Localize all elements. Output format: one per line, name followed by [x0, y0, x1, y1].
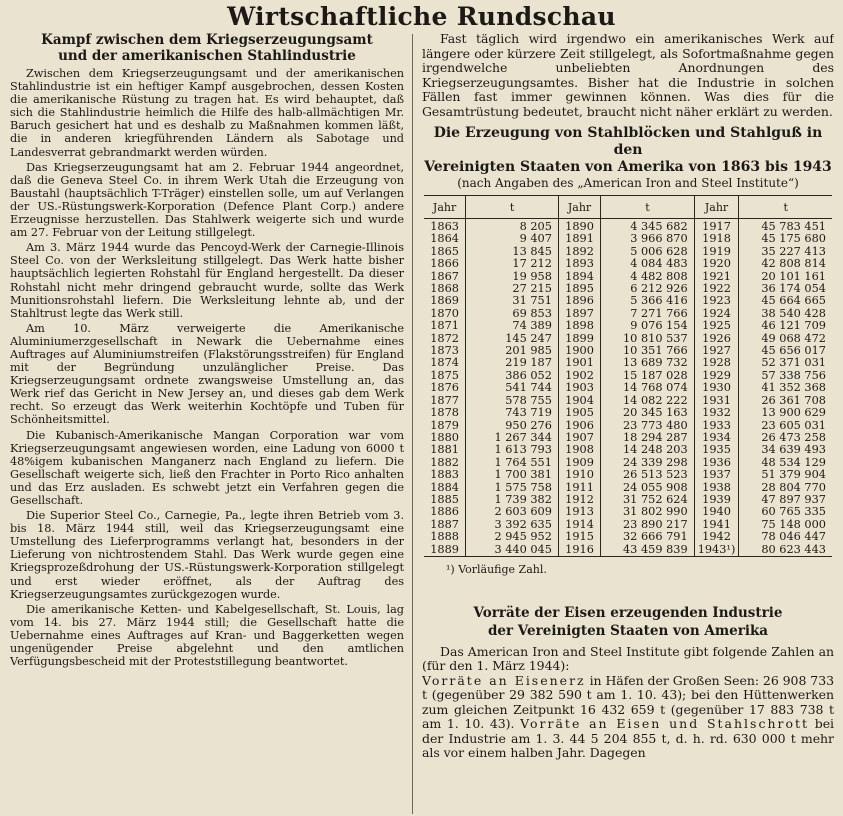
article-paragraph: Am 3. März 1944 wurde das Pencoyd-Werk der Carnegie-Illinois Steel Co. von der Werksleitung stillgelegt. Das Werk hatte bisher hauptsächlich legierten Rohstahl für England hergestellt. Da dieser Rohstahl nicht mehr dringend gebraucht wurde, sollte das Werk Munitionsrohstahl liefern. Die Werksleitung lehnte ab, und der Stahltrust legte das Werk still.	[10, 241, 404, 320]
year-cell: 1923	[694, 295, 739, 307]
tonnage-cell: 23 605 031	[739, 420, 832, 432]
tonnage-cell: 13 689 732	[601, 357, 695, 369]
col-value-header: t	[739, 196, 832, 219]
year-cell: 1870	[430, 306, 459, 320]
tonnage-cell: 219 187	[466, 357, 559, 369]
year-cell: 1921	[694, 271, 739, 283]
table-row	[424, 444, 832, 456]
tonnage-cell: 17 212	[466, 258, 559, 270]
table-row	[424, 357, 832, 369]
tonnage-cell: 8 205	[466, 219, 559, 234]
year-cell: 1892	[558, 246, 600, 258]
tonnage-cell: 80 623 443	[739, 544, 832, 557]
year-cell: 1880	[430, 430, 459, 444]
tonnage-cell: 13 845	[466, 246, 559, 258]
year-cell: 1887	[430, 517, 459, 531]
tonnage-cell: 1 700 381	[466, 469, 559, 481]
article-title-line1: Kampf zwischen dem Kriegserzeugungsamt	[41, 32, 373, 48]
year-cell: 1897	[558, 308, 600, 320]
year-cell: 1878	[430, 406, 459, 420]
tonnage-cell: 69 853	[466, 308, 559, 320]
tonnage-cell: 46 121 709	[739, 320, 832, 332]
table-row	[424, 295, 832, 307]
tonnage-cell: 18 294 287	[601, 432, 695, 444]
col-year-header: Jahr	[424, 196, 466, 219]
tonnage-cell: 9 407	[466, 233, 559, 245]
tonnage-cell: 7 271 766	[601, 308, 695, 320]
year-cell: 1937	[694, 469, 739, 481]
year-cell: 1928	[694, 357, 739, 369]
year-cell: 1922	[694, 283, 739, 295]
year-cell: 1911	[558, 482, 600, 494]
tonnage-cell: 74 389	[466, 320, 559, 332]
section-title-line2: der Vereinigten Staaten von Amerika	[487, 622, 769, 639]
tonnage-cell: 20 101 161	[739, 271, 832, 283]
tonnage-cell: 26 513 523	[601, 469, 695, 481]
col-value-header: t	[601, 196, 695, 219]
section-body-part2: in Häfen der Großen Seen: 26 908 733 t (gegenüber 29 382 590 t am 1. 10. 43); bei den Hüttenwerken zum gleichen Zeitpunkt 16 432 659 t (gegenüber 17 883 738 t am 1. 10. 43).	[422, 672, 834, 732]
year-cell: 1885	[430, 492, 459, 506]
tonnage-cell: 28 804 770	[739, 482, 832, 494]
table-row	[424, 258, 832, 270]
tonnage-cell: 47 897 937	[739, 494, 832, 506]
tonnage-cell: 49 068 472	[739, 333, 832, 345]
table-row	[424, 531, 832, 543]
year-cell: 1925	[694, 320, 739, 332]
tonnage-cell: 31 751	[466, 295, 559, 307]
tonnage-cell: 15 187 028	[601, 370, 695, 382]
article-paragraph: Am 10. März verweigerte die Amerikanische Aluminiumerzgesellschaft in Newark die Uebernahme eines Auftrages auf Aluminiumstreifen (Flakstörungsstreifen) für England mit der Begründung unzulänglicher Preise. Das Kriegserzeugungsamt ordnete zwangsweise Umstellung an, das Werk rief das Gericht in New Jersey an, und dieses gab dem Werk recht. So erzeugt das Werk weiterhin Kochtöpfe und Tuben für Schönheitsmittel.	[10, 321, 404, 427]
tonnage-cell: 3 392 635	[466, 519, 559, 531]
year-cell: 1876	[430, 381, 459, 395]
year-cell: 1908	[558, 444, 600, 456]
col-year-header: Jahr	[558, 196, 600, 219]
year-cell: 1872	[430, 331, 459, 345]
tonnage-cell: 6 212 926	[601, 283, 695, 295]
tonnage-cell: 19 958	[466, 271, 559, 283]
tonnage-cell: 43 459 839	[601, 544, 695, 557]
tonnage-cell: 2 603 609	[466, 506, 559, 518]
year-cell: 1903	[558, 382, 600, 394]
year-cell: 1924	[694, 308, 739, 320]
year-cell: 1877	[430, 393, 459, 407]
tonnage-cell: 3 440 045	[466, 544, 559, 557]
year-cell: 1929	[694, 370, 739, 382]
tonnage-cell: 9 076 154	[601, 320, 695, 332]
tonnage-cell: 1 575 758	[466, 482, 559, 494]
section-title-line1: Vorräte der Eisen erzeugenden Industrie	[473, 604, 783, 621]
year-cell: 1915	[558, 531, 600, 543]
tonnage-cell: 10 810 537	[601, 333, 695, 345]
tonnage-cell: 24 055 908	[601, 482, 695, 494]
year-cell: 1871	[430, 319, 459, 333]
tonnage-cell: 45 783 451	[739, 219, 832, 234]
tonnage-cell: 743 719	[466, 407, 559, 419]
article-title-line2: und der amerikanischen Stahlindustrie	[58, 48, 356, 64]
tonnage-cell: 1 764 551	[466, 457, 559, 469]
label-eisenerz: Vorräte an Eisenerz	[422, 672, 586, 688]
year-cell: 1894	[558, 271, 600, 283]
year-cell: 1863	[430, 220, 459, 233]
year-cell: 1912	[558, 494, 600, 506]
year-cell: 1942	[694, 531, 739, 543]
year-cell: 1867	[430, 269, 459, 283]
tonnage-cell: 32 666 791	[601, 531, 695, 543]
tonnage-cell: 38 540 428	[739, 308, 832, 320]
tonnage-cell: 14 768 074	[601, 382, 695, 394]
year-cell: 1936	[694, 457, 739, 469]
year-cell: 1868	[430, 282, 459, 296]
year-cell: 1879	[430, 418, 459, 432]
year-cell: 1906	[558, 420, 600, 432]
tonnage-cell: 14 082 222	[601, 395, 695, 407]
year-cell: 1918	[694, 233, 739, 245]
table-title	[422, 125, 834, 176]
table-header-row	[424, 196, 832, 219]
table-footnote: ¹) Vorläufige Zahl.	[446, 562, 547, 576]
table-row	[424, 233, 832, 245]
tonnage-cell: 14 248 203	[601, 444, 695, 456]
tonnage-cell: 36 174 054	[739, 283, 832, 295]
year-cell: 1905	[558, 407, 600, 419]
article-paragraph: Die amerikanische Ketten- und Kabelgesellschaft, St. Louis, lag vom 14. bis 27. März 1944 still; die Gesellschaft hatte die Uebernahme eines Auftrages auf Kran- und Baggerketten wegen ungenügender Preise abgelehnt und den amtlichen Verfügungsbescheid mit der Proteststillegung beantwortet.	[10, 602, 404, 669]
article-paragraph: Das Kriegserzeugungsamt hat am 2. Februar 1944 angeordnet, daß die Geneva Steel Co. in ihrem Werk Utah die Erzeugung von Baustahl (hauptsächlich T-Träger) einstellen solle, um auf Verlangen der US.-Rüstungswerk-Korporation (Defence Plant Corp.) andere Erzeugnisse herzustellen. Das Stahlwerk weigerte sich und wurde am 27. Februar von der Leitung stillgelegt.	[10, 160, 404, 240]
tonnage-cell: 23 773 480	[601, 420, 695, 432]
year-cell: 1909	[558, 457, 600, 469]
year-cell: 1864	[430, 232, 459, 246]
year-cell: 1935	[694, 444, 739, 456]
year-cell: 1916	[558, 544, 600, 557]
tonnage-cell: 10 351 766	[601, 345, 695, 357]
year-cell: 1934	[694, 432, 739, 444]
tonnage-cell: 4 345 682	[601, 219, 695, 234]
table-row	[424, 382, 832, 394]
tonnage-cell: 4 084 483	[601, 258, 695, 270]
tonnage-cell: 78 046 447	[739, 531, 832, 543]
tonnage-cell: 1 613 793	[466, 444, 559, 456]
tonnage-cell: 45 175 680	[739, 233, 832, 245]
year-cell: 1901	[558, 357, 600, 369]
section-title	[422, 604, 834, 640]
year-cell: 1891	[558, 233, 600, 245]
year-cell: 1930	[694, 382, 739, 394]
year-cell: 1931	[694, 395, 739, 407]
year-cell: 1907	[558, 432, 600, 444]
tonnage-cell: 1 739 382	[466, 494, 559, 506]
column-divider	[412, 34, 413, 814]
section-body	[422, 645, 834, 761]
col-value-header: t	[466, 196, 559, 219]
year-cell: 1873	[430, 344, 459, 358]
year-cell: 1875	[430, 368, 459, 382]
table-row	[424, 219, 832, 234]
table-row	[424, 469, 832, 481]
year-cell: 1902	[558, 370, 600, 382]
tonnage-cell: 35 227 413	[739, 246, 832, 258]
year-cell: 1939	[694, 494, 739, 506]
year-cell: 1889	[430, 542, 459, 556]
tonnage-cell: 45 656 017	[739, 345, 832, 357]
tonnage-cell: 31 752 624	[601, 494, 695, 506]
year-cell: 1914	[558, 519, 600, 531]
tonnage-cell: 20 345 163	[601, 407, 695, 419]
year-cell: 1941	[694, 519, 739, 531]
year-cell: 1866	[430, 257, 459, 271]
year-cell: 1890	[558, 219, 600, 234]
year-cell: 1920	[694, 258, 739, 270]
tonnage-cell: 26 361 708	[739, 395, 832, 407]
tonnage-cell: 27 215	[466, 283, 559, 295]
year-cell: 1933	[694, 420, 739, 432]
tonnage-cell: 145 247	[466, 333, 559, 345]
tonnage-cell: 5 006 628	[601, 246, 695, 258]
table-row	[424, 320, 832, 332]
steel-production-table	[424, 195, 832, 557]
tonnage-cell: 5 366 416	[601, 295, 695, 307]
article-title	[10, 32, 404, 64]
table-row	[424, 544, 832, 557]
left-column	[10, 32, 404, 816]
year-cell: 1869	[430, 294, 459, 308]
year-cell: 1938	[694, 482, 739, 494]
col-year-header: Jahr	[694, 196, 739, 219]
year-cell: 1896	[558, 295, 600, 307]
year-cell: 1940	[694, 506, 739, 518]
tonnage-cell: 950 276	[466, 420, 559, 432]
tonnage-cell: 578 755	[466, 395, 559, 407]
section-body-part3: bei der Industrie am 1. 3. 44 5 204 855 t, d. h. rd. 630 000 t mehr als vor einem halben Jahr. Dagegen	[422, 716, 834, 761]
right-column	[422, 32, 834, 816]
year-cell: 1888	[430, 530, 459, 544]
table-title-line1: Die Erzeugung von Stahlblöcken und Stahlguß in den	[433, 125, 823, 158]
tonnage-cell: 13 900 629	[739, 407, 832, 419]
tonnage-cell: 60 765 335	[739, 506, 832, 518]
table-row	[424, 407, 832, 419]
section-body-intro: Das American Iron and Steel Institute gibt folgende Zahlen an (für den 1. März 1944):	[422, 643, 834, 674]
year-cell: 1932	[694, 407, 739, 419]
year-cell: 1882	[430, 455, 459, 469]
tonnage-cell: 26 473 258	[739, 432, 832, 444]
tonnage-cell: 4 482 808	[601, 271, 695, 283]
year-cell: 1899	[558, 333, 600, 345]
tonnage-cell: 201 985	[466, 345, 559, 357]
article-paragraph: Die Kubanisch-Amerikanische Mangan Corporation war vom Kriegserzeugungsamt angewiesen worden, eine Ladung von 6000 t 48%igem kubanischen Manganerz nach England zu liefern. Die Gesellschaft weigerte sich, ließ den Frachter in Porto Rico anhalten und das Erz ausladen. Es schwebt jetzt ein Verfahren gegen die Gesellschaft.	[10, 428, 404, 507]
tonnage-cell: 57 338 756	[739, 370, 832, 382]
year-cell: 1883	[430, 468, 459, 482]
article-paragraph: Zwischen dem Kriegserzeugungsamt und der amerikanischen Stahlindustrie ist ein heftiger Kampf ausgebrochen, dessen Kosten die amerikanische Rüstung zu tragen hat. Es wird behauptet, daß sich die Stahlindustrie heimlich die Hilfe des halb-allmächtigen Mr. Baruch gesichert hat und es deshalb zu Maßnahmen kommen läßt, die in anderen kriegführenden Ländern als Sabotage und Landesverrat gebrandmarkt werden würden.	[10, 67, 404, 159]
table-title-line2: Vereinigten Staaten von Amerika von 1863 bis 1943	[424, 159, 832, 175]
tonnage-cell: 1 267 344	[466, 432, 559, 444]
article-paragraph: Die Superior Steel Co., Carnegie, Pa., legte ihren Betrieb vom 3. bis 18. März 1944 still, weil das Kriegserzeugungsamt eine Umstellung des Lieferprogramms verlangt hat, besonders in der Lieferung von nichtrostendem Stahl. Das Werk wurde gegen eine Kriegsprozeßdrohung der US.-Rüstungswerk-Korporation stillgelegt und erst wieder eröffnet, als der Auftrag des Kriegserzeugungsamtes zurückgezogen wurde.	[10, 509, 404, 601]
tonnage-cell: 75 148 000	[739, 519, 832, 531]
year-cell: 1886	[430, 505, 459, 519]
tonnage-cell: 51 379 904	[739, 469, 832, 481]
year-cell: 1900	[558, 345, 600, 357]
article-continuation: Fast täglich wird irgendwo ein amerikanisches Werk auf längere oder kürzere Zeit stillgelegt, als Sofortmaßnahme gegen irgendwelche unbeliebten Anordnungen des Kriegserzeugungsamtes. Bisher hat die Industrie in solchen Fällen fast immer gewinnen können. Was dies für die Gesamtrüstung bedeutet, braucht nicht näher erklärt zu werden.	[422, 32, 834, 119]
tonnage-cell: 45 664 665	[739, 295, 832, 307]
year-cell: 1910	[558, 469, 600, 481]
year-cell: 1874	[430, 356, 459, 370]
year-cell: 1893	[558, 258, 600, 270]
tonnage-cell: 48 534 129	[739, 457, 832, 469]
tonnage-cell: 31 802 990	[601, 506, 695, 518]
year-cell: 1898	[558, 320, 600, 332]
label-schrott: Vorräte an Eisen und Stahlschrott	[520, 716, 810, 732]
tonnage-cell: 34 639 493	[739, 444, 832, 456]
tonnage-cell: 52 371 031	[739, 357, 832, 369]
article-body	[10, 67, 404, 668]
tonnage-cell: 23 890 217	[601, 519, 695, 531]
tonnage-cell: 3 966 870	[601, 233, 695, 245]
year-cell: 1865	[430, 244, 459, 258]
year-cell: 1926	[694, 333, 739, 345]
year-cell: 1881	[430, 443, 459, 457]
year-cell: 1904	[558, 395, 600, 407]
year-cell: 1913	[558, 506, 600, 518]
tonnage-cell: 386 052	[466, 370, 559, 382]
table-row	[424, 506, 832, 518]
year-cell: 1895	[558, 283, 600, 295]
masthead: Wirtschaftliche Rundschau	[227, 2, 616, 31]
year-cell: 1943¹)	[694, 544, 739, 557]
table-subtitle: (nach Angaben des „American Iron and Steel Institute“)	[457, 176, 799, 190]
tonnage-cell: 2 945 952	[466, 531, 559, 543]
tonnage-cell: 541 744	[466, 382, 559, 394]
year-cell: 1927	[694, 345, 739, 357]
year-cell: 1884	[430, 480, 459, 494]
tonnage-cell: 42 808 814	[739, 258, 832, 270]
year-cell: 1919	[694, 246, 739, 258]
tonnage-cell: 41 352 368	[739, 382, 832, 394]
year-cell: 1917	[694, 219, 739, 234]
tonnage-cell: 24 339 298	[601, 457, 695, 469]
